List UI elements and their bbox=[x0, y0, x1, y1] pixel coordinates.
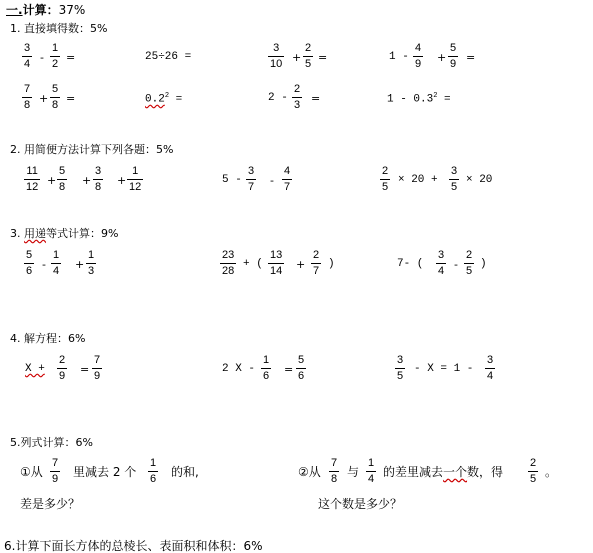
fraction: 3 5 bbox=[397, 354, 404, 382]
sec4-heading: 4. 解方程：6% bbox=[10, 332, 86, 345]
equals: = bbox=[66, 92, 76, 105]
operator: × 20 + bbox=[398, 174, 438, 186]
equals: = bbox=[284, 363, 294, 376]
fraction: 2 5 bbox=[530, 457, 537, 485]
operator: - X = 1 - bbox=[414, 363, 474, 375]
fraction: 4 9 bbox=[415, 42, 422, 70]
fraction: 7 8 bbox=[331, 457, 338, 485]
fraction: 1 3 bbox=[88, 249, 95, 277]
fraction: 11 12 bbox=[26, 165, 39, 193]
q1-text-1: ①从 bbox=[20, 465, 43, 479]
fraction: 3 4 bbox=[24, 42, 31, 70]
fraction: 7 9 bbox=[94, 354, 101, 382]
sec5-heading: 5.列式计算：6% bbox=[10, 436, 93, 449]
prefix: 1 - bbox=[389, 51, 409, 63]
prefix: 2 - bbox=[268, 92, 288, 104]
q2-text-4: 。 bbox=[545, 465, 558, 479]
fraction: 4 7 bbox=[284, 165, 291, 193]
sec6-heading: 6.计算下面长方体的总棱长、表面积和体积：6% bbox=[4, 539, 263, 553]
operator: - bbox=[454, 258, 458, 271]
fraction: 1 4 bbox=[53, 249, 60, 277]
operator: - bbox=[42, 258, 46, 271]
prefix: 7- ( bbox=[397, 258, 424, 270]
equals: = bbox=[318, 51, 328, 64]
expression: 25÷26 = bbox=[145, 51, 192, 63]
power-expression: $0.2^2$ = bbox=[145, 92, 183, 106]
operator: + ( bbox=[243, 258, 263, 270]
fraction: 2 9 bbox=[59, 354, 66, 382]
fraction: 5 9 bbox=[450, 42, 457, 70]
fraction: 3 4 bbox=[487, 354, 494, 382]
paren: ) bbox=[480, 258, 487, 270]
fraction: 13 14 bbox=[270, 249, 283, 277]
prefix: 2 X - bbox=[222, 363, 256, 375]
operator: + bbox=[82, 174, 92, 187]
title-pct: 37% bbox=[58, 3, 86, 17]
fraction: 2 7 bbox=[313, 249, 320, 277]
fraction: 5 6 bbox=[298, 354, 305, 382]
fraction: 1 2 bbox=[52, 42, 59, 70]
fraction: 2 3 bbox=[294, 83, 301, 111]
operator: × 20 bbox=[466, 174, 493, 186]
fraction: 3 10 bbox=[270, 42, 283, 70]
q2-text-3: 的差里减去一个数，得 bbox=[383, 465, 504, 479]
equals: = bbox=[466, 51, 476, 64]
operator: + bbox=[47, 174, 57, 187]
fraction: 7 9 bbox=[52, 457, 59, 485]
operator: + bbox=[75, 258, 85, 271]
q2-line2: 这个数是多少？ bbox=[318, 497, 403, 511]
fraction: 5 8 bbox=[52, 83, 59, 111]
section-title bbox=[6, 4, 85, 16]
fraction: 1 12 bbox=[129, 165, 142, 193]
fraction: 3 4 bbox=[438, 249, 445, 277]
fraction: 1 6 bbox=[150, 457, 157, 485]
q1-text-3: 的和, bbox=[171, 465, 199, 479]
equals: = bbox=[80, 363, 90, 376]
operator: - bbox=[40, 51, 44, 64]
fraction: 2 5 bbox=[382, 165, 389, 193]
equals: = bbox=[66, 51, 76, 64]
equals: = bbox=[311, 92, 321, 105]
q2-text-1: ②从 bbox=[298, 465, 321, 479]
power-expression: $1 - 0.3^2$ = bbox=[387, 92, 451, 106]
fraction: 23 28 bbox=[222, 249, 235, 277]
operator: + bbox=[39, 92, 49, 105]
paren: ) bbox=[328, 258, 335, 270]
fraction: 5 6 bbox=[26, 249, 33, 277]
prefix: X + bbox=[25, 363, 45, 375]
q1-line2: 差是多少？ bbox=[20, 497, 81, 511]
operator: + bbox=[296, 258, 306, 271]
sec2-heading: 2. 用简便方法计算下列各题：5% bbox=[10, 143, 174, 156]
fraction: 3 7 bbox=[248, 165, 255, 193]
operator: + bbox=[437, 51, 447, 64]
fraction: 3 5 bbox=[451, 165, 458, 193]
fraction: 7 8 bbox=[24, 83, 31, 111]
fraction: 3 8 bbox=[95, 165, 102, 193]
fraction: 2 5 bbox=[305, 42, 312, 70]
sec3-heading: 3. 用递等式计算：9% bbox=[10, 227, 119, 240]
operator: + bbox=[292, 51, 302, 64]
fraction: 1 4 bbox=[368, 457, 375, 485]
operator: - bbox=[270, 174, 274, 187]
prefix: 5 - bbox=[222, 174, 242, 186]
sec1-heading: 1. 直接填得数：5% bbox=[10, 22, 108, 35]
fraction: 2 5 bbox=[466, 249, 473, 277]
q1-text-2: 里减去 2 个 bbox=[73, 465, 137, 479]
fraction: 5 8 bbox=[59, 165, 66, 193]
operator: + bbox=[117, 174, 127, 187]
title-label: 计算： bbox=[22, 3, 59, 17]
fraction: 1 6 bbox=[263, 354, 270, 382]
q2-text-2: 与 bbox=[347, 465, 360, 479]
title-prefix: 一. bbox=[6, 3, 23, 17]
